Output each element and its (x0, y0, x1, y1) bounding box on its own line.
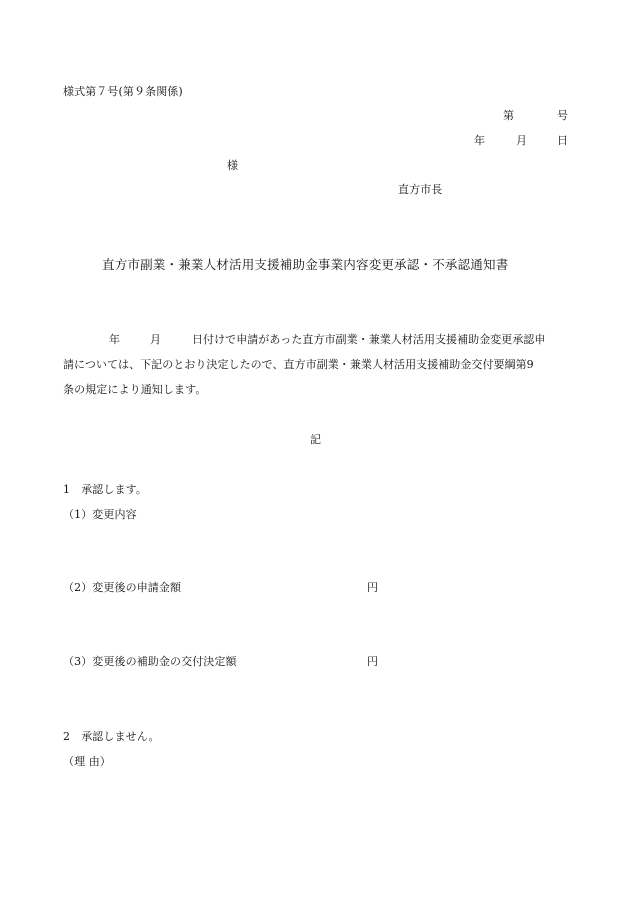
section1-heading: 1 承認します。 (63, 483, 147, 496)
section2-reason: （理 由） (63, 755, 111, 768)
section1-item3: （3）変更後の補助金の交付決定額 (63, 655, 237, 668)
date-year: 年 (474, 134, 486, 147)
document-title: 直方市副業・兼業人材活用支援補助金事業内容変更承認・不承認通知書 (102, 257, 509, 272)
issuer: 直方市長 (398, 183, 443, 196)
date-month: 月 (516, 134, 528, 147)
addressee-sama: 様 (227, 159, 239, 172)
section1-item3-unit: 円 (367, 655, 379, 668)
section1-item2: （2）変更後の申請金額 (63, 581, 182, 594)
section1-item1: （1）変更内容 (63, 508, 137, 521)
number-go: 号 (557, 109, 569, 122)
intro-line1: 日付けで申請があった直方市副業・兼業人材活用支援補助金変更承認申 (192, 333, 546, 346)
intro-line3: 条の規定により通知します。 (63, 383, 207, 396)
date-day: 日 (557, 134, 569, 147)
section2-heading: 2 承認しません。 (63, 730, 160, 743)
intro-year: 年 (109, 333, 121, 346)
intro-month: 月 (150, 333, 162, 346)
number-dai: 第 (503, 109, 515, 122)
section1-item2-unit: 円 (367, 581, 379, 594)
ki-heading: 記 (310, 433, 322, 446)
intro-line2: 請については、下記のとおり決定したので、直方市副業・兼業人材活用支援補助金交付要綱第9 (63, 358, 534, 371)
form-label: 様式第７号(第９条関係) (63, 85, 183, 98)
